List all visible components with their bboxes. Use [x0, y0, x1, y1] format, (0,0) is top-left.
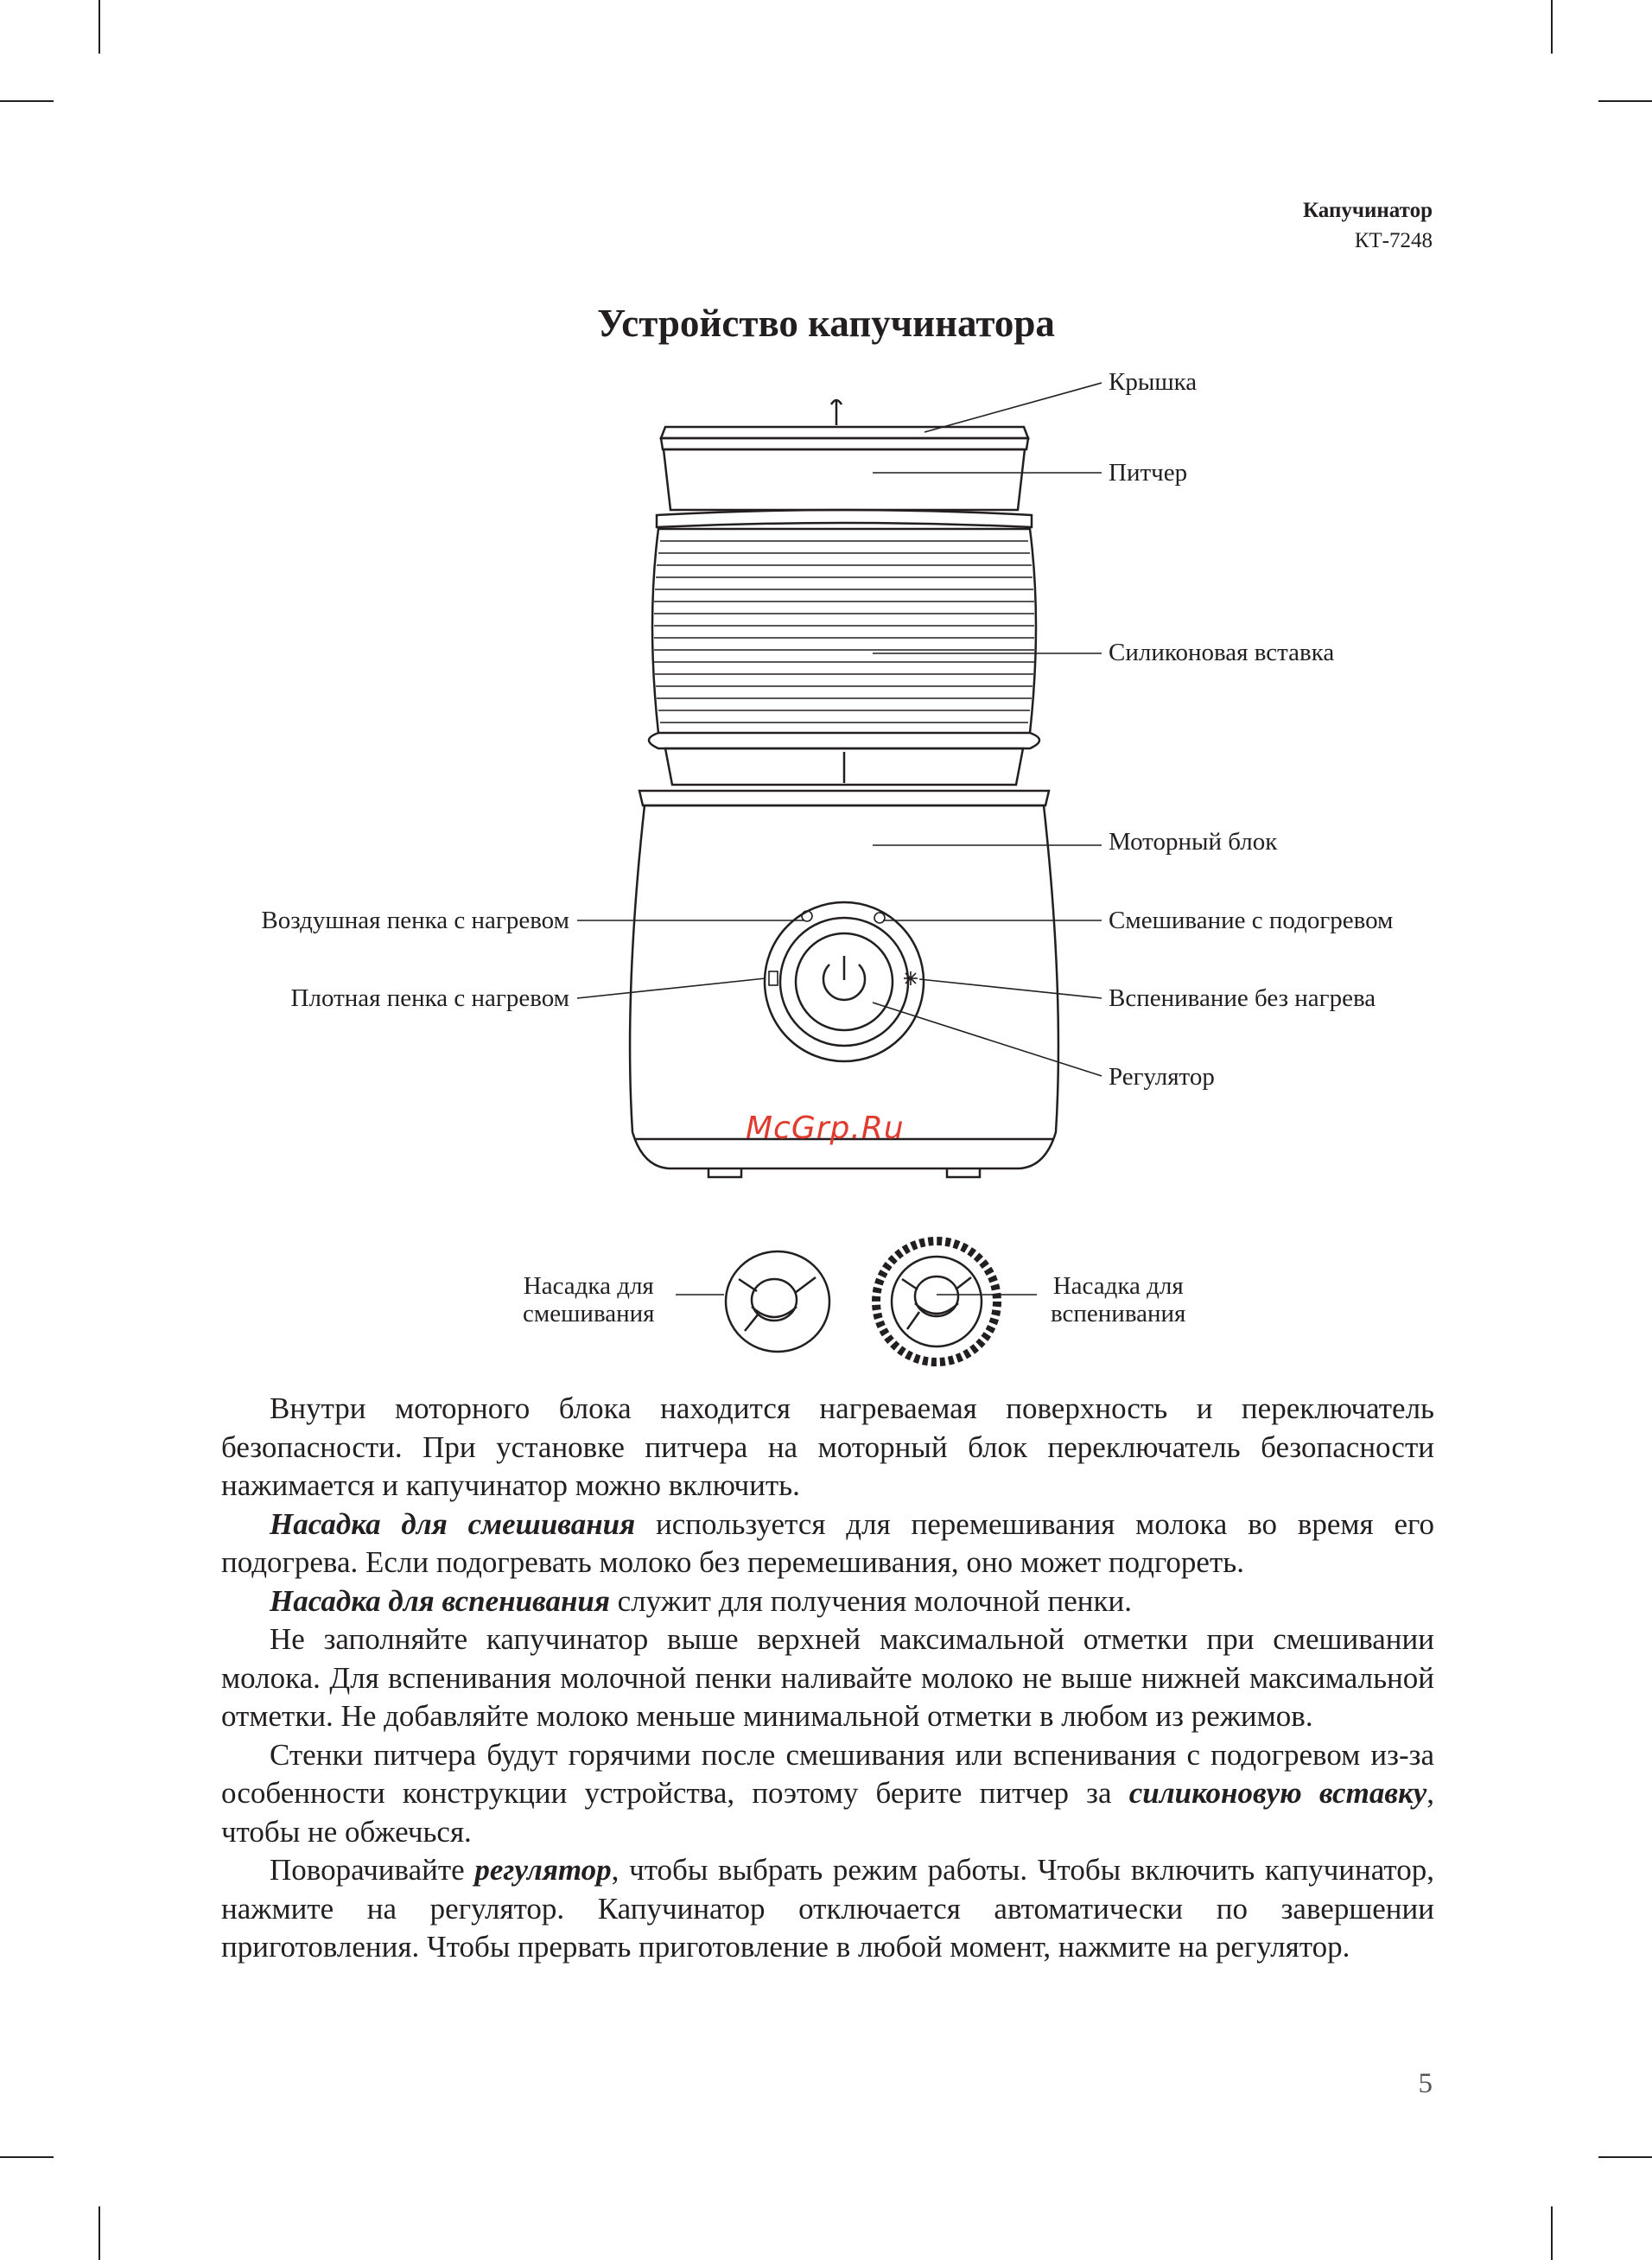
crop-mark: [1551, 2206, 1553, 2260]
paragraph: [221, 1506, 1434, 1582]
lid-drawing: [661, 399, 1028, 449]
header-product: Капучинатор: [1303, 199, 1433, 222]
label-foam-no-heat: Вспенивание без нагрева: [1109, 984, 1376, 1012]
regulator-drawing: [765, 902, 924, 1061]
label-regulator: Регулятор: [1109, 1063, 1215, 1091]
paragraph-text: , чтобы выбрать режим работы. Чтобы включить капучинатор, нажмите на регулятор. Капучинатор отключается автоматически по завершении приготовления. Чтобы прервать приготовление в любой момент, нажмите на регулятор.: [221, 1853, 1434, 1964]
term-mixing-attachment: Насадка для смешивания: [270, 1506, 636, 1541]
term-foaming-attachment: Насадка для вспенивания: [270, 1583, 610, 1618]
caption-line: Насадка для: [1052, 1272, 1184, 1300]
crop-mark: [1598, 2156, 1652, 2158]
label-dense-foam-heat: Плотная пенка с нагревом: [290, 984, 569, 1012]
term-regulator: регулятор: [474, 1853, 612, 1887]
paragraph-text: Внутри моторного блока находится нагреваемая поверхность и переключатель безопасности. При установке питчера на моторный блок переключатель безопасности нажимается и капучинатор можно включить.: [221, 1391, 1434, 1502]
pitcher-drawing: [657, 449, 1032, 527]
label-air-foam-heat: Воздушная пенка с нагревом: [261, 907, 569, 934]
crop-mark: [0, 2156, 54, 2158]
crop-mark: [98, 2206, 100, 2260]
paragraph: [221, 1390, 1434, 1506]
paragraph-text: Не заполняйте капучинатор выше верхней максимальной отметки при смешивании молока. Для вспенивания молочной пенки наливайте молоко не выше нижней максимальной отметки. Не добавляйте молоко меньше минимальной отметки в любом из режимов.: [221, 1622, 1434, 1733]
page-title: Устройство капучинатора: [597, 302, 1055, 345]
foaming-attachment-drawing: [876, 1241, 1037, 1362]
header-model: КТ-7248: [1354, 229, 1433, 252]
label-pitcher: Питчер: [1109, 459, 1188, 487]
caption-foaming-attachment: [1051, 1272, 1185, 1327]
caption-line: смешивания: [523, 1300, 655, 1327]
paragraph: [221, 1620, 1434, 1736]
leader-lines: [577, 383, 1102, 1076]
caption-mixing-attachment: [523, 1272, 655, 1327]
caption-line: Насадка для: [523, 1272, 654, 1300]
paragraph: [221, 1582, 1434, 1621]
watermark: McGrp.Ru: [746, 1111, 905, 1146]
label-mix-heat: Смешивание с подогревом: [1109, 907, 1394, 934]
label-silicone: Силиконовая вставка: [1109, 639, 1335, 666]
silicone-drawing: [649, 529, 1039, 785]
term-silicone-sleeve: силиконовую вставку: [1128, 1776, 1427, 1810]
label-lid: Крышка: [1109, 368, 1198, 396]
paragraph-text: Поворачивайте: [270, 1853, 475, 1887]
paragraph: [221, 1851, 1434, 1967]
paragraph-text: служит для получения молочной пенки.: [609, 1583, 1132, 1618]
paragraph-text: Стенки питчера будут горячими после смешивания или вспенивания с подогревом из-за особенности конструкции устройства, поэтому берите питчер за: [221, 1737, 1434, 1810]
caption-line: вспенивания: [1051, 1300, 1186, 1327]
body-text: [221, 1390, 1434, 1967]
mixing-attachment-drawing: [676, 1251, 829, 1352]
label-motor: Моторный блок: [1109, 828, 1278, 856]
paragraph-text: , чтобы не обжечься.: [221, 1776, 1434, 1849]
page-number: 5: [1418, 2068, 1433, 2099]
paragraph-text: используется для перемешивания молока во время его подогрева. Если подогревать молоко без перемешивания, оно может подгореть.: [221, 1506, 1434, 1579]
paragraph: [221, 1736, 1434, 1852]
